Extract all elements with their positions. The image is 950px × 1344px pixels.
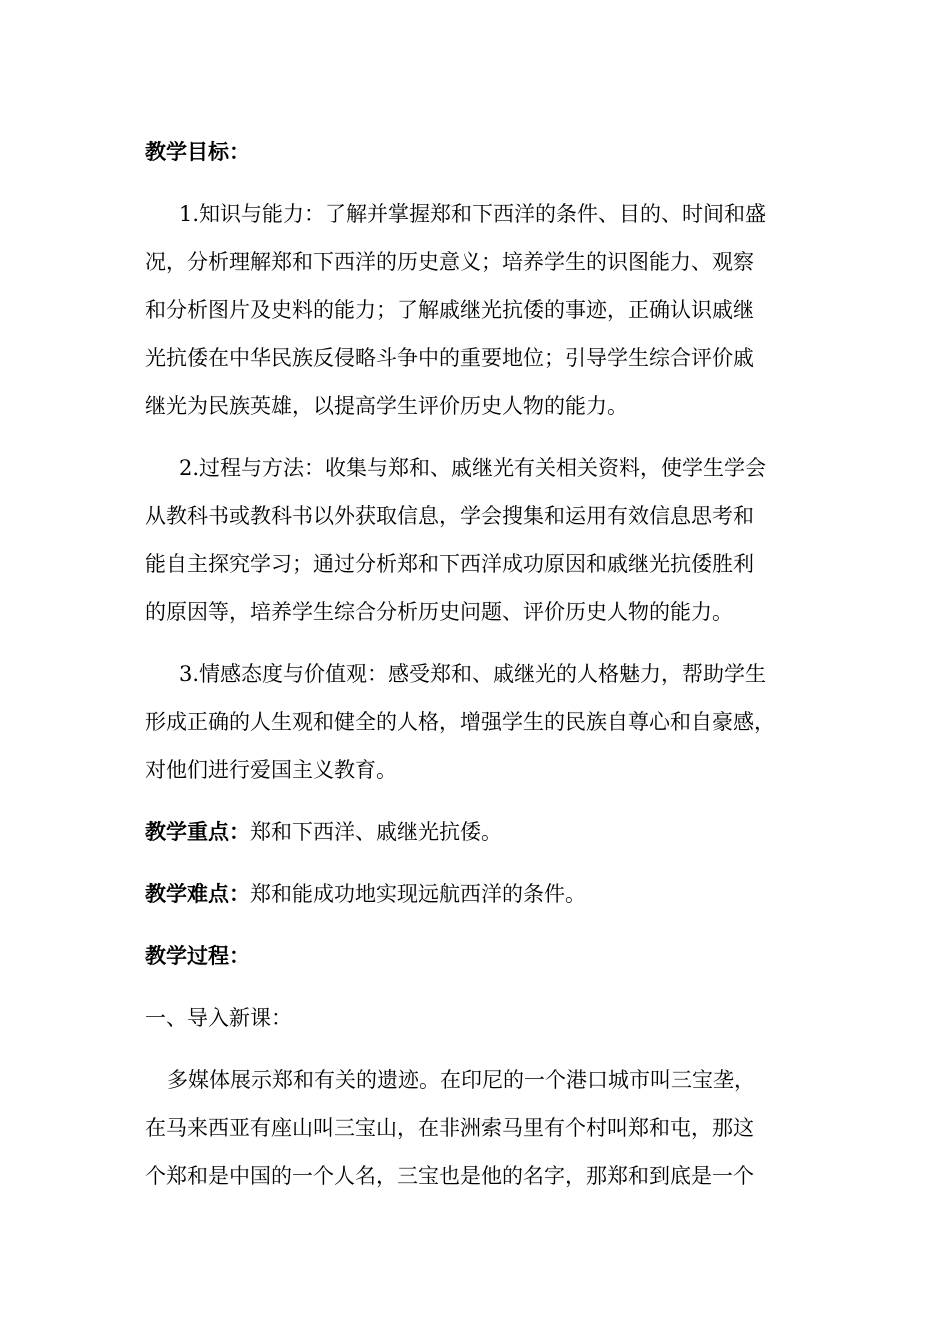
paragraph-line: 个郑和是中国的一个人名，三宝也是他的名字，那郑和到底是一个	[145, 1164, 754, 1188]
paragraph-process-method	[145, 444, 805, 636]
paragraph-line: 的原因等，培养学生综合分析历史问题、评价历史人物的能力。	[145, 600, 733, 624]
paragraph-knowledge-ability	[145, 190, 805, 430]
paragraph-line: 光抗倭在中华民族反侵略斗争中的重要地位；引导学生综合评价戚	[145, 346, 754, 370]
paragraph-line: 形成正确的人生观和健全的人格，增强学生的民族自尊心和自豪感，	[145, 710, 775, 734]
paragraph-line: 从教科书或教科书以外获取信息，学会搜集和运用有效信息思考和	[145, 504, 754, 528]
section-heading-intro: 一、导入新课：	[145, 1006, 292, 1030]
difficulty-text: 郑和能成功地实现远航西洋的条件。	[250, 882, 586, 906]
paragraph-line: 1.知识与能力：了解并掌握郑和下西洋的条件、目的、时间和盛	[179, 202, 767, 226]
paragraph-line: 2.过程与方法：收集与郑和、戚继光有关相关资料，使学生学会	[179, 456, 767, 480]
paragraph-line: 在马来西亚有座山叫三宝山，在非洲索马里有个村叫郑和屯，那这	[145, 1116, 754, 1140]
objectives-heading: 教学目标：	[145, 140, 250, 164]
paragraph-line: 对他们进行爱国主义教育。	[145, 758, 397, 782]
paragraph-intro	[145, 1056, 805, 1200]
paragraph-line: 3.情感态度与价值观：感受郑和、戚继光的人格魅力，帮助学生	[179, 662, 767, 686]
paragraph-emotion-values	[145, 650, 805, 794]
paragraph-line: 况，分析理解郑和下西洋的历史意义；培养学生的识图能力、观察	[145, 250, 754, 274]
difficulty-label: 教学难点：	[145, 882, 250, 906]
key-points-text: 郑和下西洋、戚继光抗倭。	[250, 820, 502, 844]
difficulty	[145, 870, 805, 918]
paragraph-line: 多媒体展示郑和有关的遗迹。在印尼的一个港口城市叫三宝垄，	[167, 1068, 755, 1092]
paragraph-line: 继光为民族英雄，以提高学生评价历史人物的能力。	[145, 394, 628, 418]
paragraph-line: 和分析图片及史料的能力；了解戚继光抗倭的事迹，正确认识戚继	[145, 298, 754, 322]
key-points-label: 教学重点：	[145, 820, 250, 844]
paragraph-line: 能自主探究学习；通过分析郑和下西洋成功原因和戚继光抗倭胜利	[145, 552, 754, 576]
key-points	[145, 808, 805, 856]
document-content	[145, 128, 805, 1200]
process-heading: 教学过程：	[145, 944, 250, 968]
